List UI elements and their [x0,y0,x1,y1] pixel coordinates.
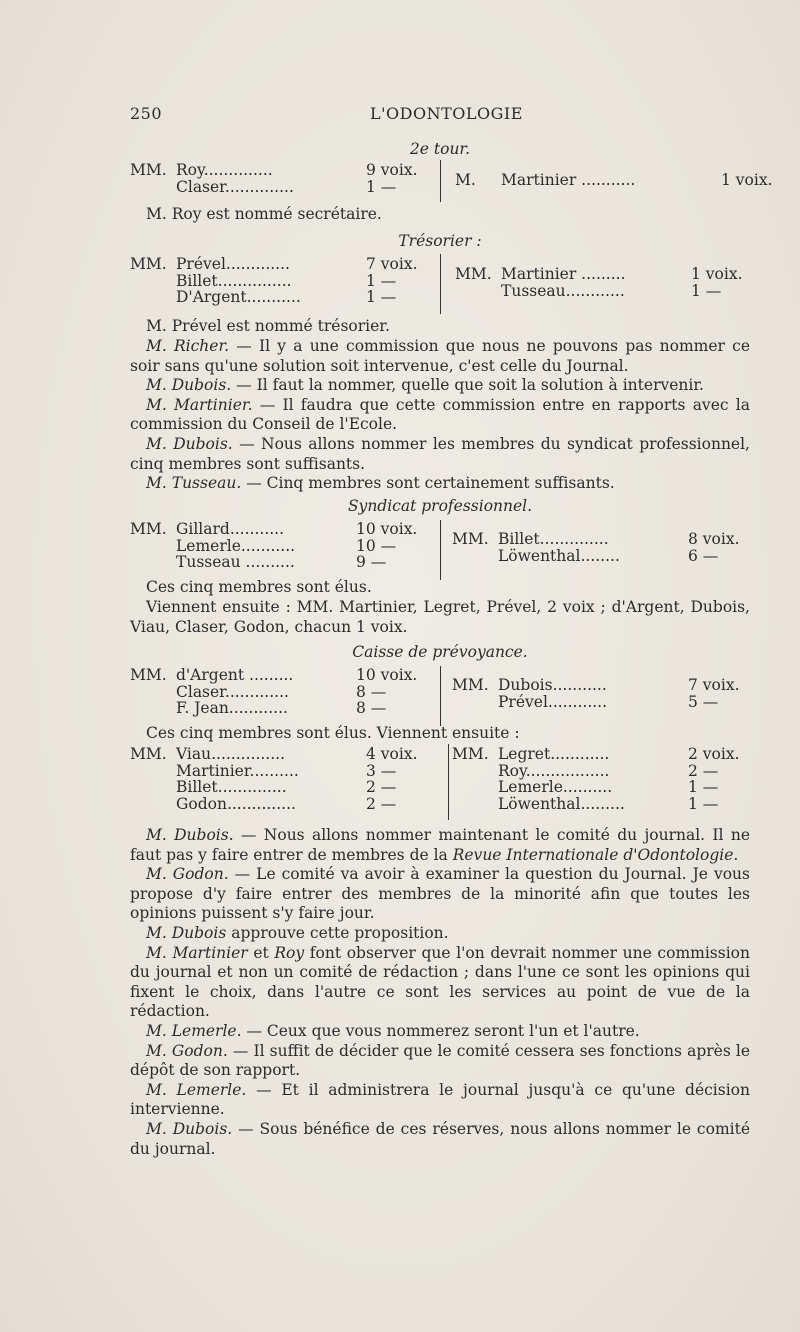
candidate-name: Martinier.......... [176,761,299,780]
speaker-name: M. Dubois. [146,1119,233,1138]
vote-row [130,796,418,813]
italic-text: Roy [274,943,305,962]
vote-row [452,746,740,763]
vote-count: 10 voix. [356,520,418,538]
candidate-name: Martinier ........... [501,171,636,189]
candidate-name: Lemerle........... [176,536,296,555]
vote-count: 5 — [688,692,719,711]
speaker-name: M. Martinier [146,943,248,962]
vote-count: 1 — [688,778,719,796]
vote-row [452,677,740,694]
caisse-next-left [130,746,418,812]
vote-row [130,779,418,796]
caisse-vote-right [452,677,740,710]
vote-row [130,667,417,684]
speech-text: — Le comité va avoir à examiner la question du Journal. Je vous propose d'y faire entrer des membres de la minorité afin que toutes les opinions puissent s'y faire jour. [130,865,750,923]
candidate-name: Claser............. [176,682,289,701]
speech-text: — Il faut la nommer, quelle que soit la solution à intervenir. [231,376,704,395]
discussion-paragraph [130,1120,750,1159]
speech-text-tail: font observer que l'on devrait nommer une commission du journal et non un comité de rédaction ; dans l'une ce sont les opinions qui fixent le choix, dans l'autre ce sont les services au point de vue de la rédaction. [130,943,750,1021]
speech-text: — Il y a une commission que nous ne pouvons pas nommer ce soir sans qu'une solution soit intervenue, c'est celle du Journal. [130,337,751,375]
candidate-name: Roy................. [498,761,610,780]
speaker-name: M. Dubois. [146,434,233,453]
vote-count: 8 voix. [688,530,740,548]
vote-prefix [455,283,501,300]
discussion-paragraph [130,474,750,494]
treasurer-heading: Trésorier : [398,232,482,250]
vote-prefix [130,763,176,780]
candidate-name: Claser.............. [176,177,294,196]
speaker-name: M. Dubois [146,923,227,942]
speech-text: — Il faudra que cette commission entre en rapports avec la commission du Conseil de l'Ecole. [130,395,750,434]
candidate-name: Gillard........... [176,520,285,538]
vote-row [130,554,417,571]
vote-prefix [452,763,498,780]
vote-count: 2 voix. [688,745,740,763]
candidate-name: Godon.............. [176,794,296,813]
vote-prefix [452,548,498,565]
italic-text: Revue Internationale d'Odontologie [452,845,734,864]
vote-prefix: MM. [130,255,167,273]
vote-row [130,162,418,179]
vote-prefix [452,694,498,711]
vote-row [455,266,743,283]
syndicat-result: Ces cinq membres sont élus. [146,578,372,596]
vote-prefix [452,796,498,813]
column-divider [440,520,441,580]
vote-row [130,521,417,538]
speech-text: — Sous bénéfice de ces réserves, nous allons nommer le comité du journal. [130,1119,751,1158]
discussion-paragraph [130,337,750,376]
vote-prefix: MM. [455,265,492,283]
vote-count: 9 — [356,553,387,571]
speech-text: — Nous allons nommer maintenant le comité du journal. Il ne faut pas y faire entrer de membres de la [130,826,750,864]
vote-prefix [130,538,176,555]
vote-row [455,172,773,189]
secretary-vote-left [130,162,418,195]
treasurer-vote-right [455,266,743,299]
vote-count: 10 — [356,536,397,555]
vote-row [130,289,418,306]
discussion-paragraph [130,826,750,865]
vote-count: 1 — [366,288,397,306]
speech-text: et [247,943,275,962]
column-divider [440,254,441,314]
discussion-paragraph [130,1081,750,1120]
candidate-name: d'Argent ......... [176,666,294,684]
vote-row [130,700,417,717]
syndicat-heading: Syndicat professionnel. [347,497,533,515]
syndicat-next: Viennent ensuite : MM. Martinier, Legret, Prével, 2 voix ; d'Argent, Dubois, Viau, Claser, Godon, chacun 1 voix. [130,598,750,636]
vote-row [130,746,418,763]
treasurer-result: M. Prével est nommé trésorier. [146,317,390,335]
vote-count: 1 — [688,794,719,813]
round-heading: 2e tour. [409,140,471,158]
vote-prefix: MM. [130,745,167,763]
discussion-paragraph [130,376,750,396]
speaker-name: M. Martinier. [146,395,253,414]
vote-prefix [130,554,176,571]
speech-text: — Il suffit de décider que le comité cessera ses fonctions après le dépôt de son rapport. [130,1041,751,1080]
vote-count: 7 voix. [688,676,740,694]
vote-count: 6 — [688,546,719,565]
vote-count: 2 — [366,778,397,796]
vote-count: 9 voix. [366,161,418,179]
vote-prefix: MM. [452,530,489,548]
vote-prefix: MM. [452,676,489,694]
candidate-name: Billet.............. [176,778,287,796]
discussion-paragraph [130,435,750,474]
speaker-name: M. Dubois. [146,376,232,395]
vote-row [452,548,740,565]
speaker-name: M. Godon. [146,1041,228,1060]
syndicat-vote-left [130,521,417,571]
speech-text: — Nous allons nommer les membres du syndicat professionnel, cinq membres sont suffisants. [130,434,750,473]
vote-count: 1 voix. [691,265,743,283]
caisse-heading: Caisse de prévoyance. [352,643,528,661]
vote-count: 8 — [356,682,387,701]
vote-row [130,273,418,290]
discussion-block-b [130,826,750,1159]
vote-row [130,256,418,273]
discussion-paragraph [130,944,750,1022]
speaker-name: M. Tusseau. [146,474,242,493]
vote-count: 3 — [366,761,397,780]
candidate-name: Prével............. [176,255,290,273]
candidate-name: Löwenthal......... [498,794,625,813]
page-number: 250 [130,104,163,123]
vote-row [130,684,417,701]
vote-prefix [130,273,176,290]
caisse-result: Ces cinq membres sont élus. Viennent ensuite : [146,724,520,742]
candidate-name: D'Argent........... [176,288,301,306]
vote-count: 1 voix. [721,171,773,189]
column-divider [440,666,441,726]
vote-row [452,531,740,548]
candidate-name: Tusseau .......... [176,553,295,571]
vote-row [452,779,740,796]
candidate-name: Roy.............. [176,161,273,179]
candidate-name: Martinier ......... [501,265,626,283]
vote-count: 2 — [688,761,719,780]
candidate-name: Legret............ [498,745,610,763]
vote-count: 10 voix. [356,666,418,684]
discussion-paragraph [130,865,750,924]
vote-prefix: M. [455,171,476,189]
vote-count: 1 — [691,281,722,300]
vote-prefix: MM. [130,161,167,179]
vote-prefix: MM. [452,745,489,763]
speaker-name: M. Godon. [146,865,229,884]
candidate-name: Dubois........... [498,676,607,694]
vote-row [455,283,743,300]
speaker-name: M. Dubois. [146,826,234,844]
candidate-name: Löwenthal........ [498,546,620,565]
vote-row [452,694,740,711]
vote-prefix: MM. [130,666,167,684]
discussion-paragraph [130,1022,750,1042]
vote-prefix [130,779,176,796]
column-divider [448,744,449,820]
speech-text: — Ceux que vous nommerez seront l'un et l'autre. [241,1021,640,1040]
vote-prefix [130,289,176,306]
speech-text: — Cinq membres sont certainement suffisants. [241,474,615,493]
discussion-paragraph [130,396,750,435]
vote-count: 8 — [356,699,387,717]
vote-prefix [130,684,176,701]
vote-count: 7 voix. [366,255,418,273]
vote-count: 2 — [366,794,397,813]
vote-prefix [130,700,176,717]
candidate-name: Prével............ [498,692,608,711]
discussion-paragraph [130,924,750,944]
running-title: L'ODONTOLOGIE [370,104,523,123]
vote-count: 1 — [366,271,397,290]
vote-prefix [452,779,498,796]
vote-row [452,796,740,813]
candidate-name: Tusseau............ [501,281,625,300]
vote-prefix [130,796,176,813]
caisse-next-right [452,746,740,812]
speech-text-tail: . [733,845,739,864]
candidate-name: Billet.............. [498,530,609,548]
column-divider [440,160,441,202]
speaker-name: M. Lemerle. [146,1021,242,1040]
speech-text: — Et il administrera le journal jusqu'à ce qu'une décision intervienne. [130,1080,750,1119]
vote-count: 4 voix. [366,745,418,763]
candidate-name: Viau............... [176,745,286,763]
vote-row [130,179,418,196]
secretary-vote-right [455,172,773,189]
discussion-paragraph [130,1042,750,1081]
candidate-name: F. Jean............ [176,699,288,717]
vote-row [130,763,418,780]
vote-row [130,538,417,555]
secretary-result: M. Roy est nommé secrétaire. [146,205,382,223]
candidate-name: Billet............... [176,271,292,290]
discussion-block-a [130,337,750,494]
candidate-name: Lemerle.......... [498,778,613,796]
vote-count: 1 — [366,177,397,196]
speaker-name: M. Lemerle. [146,1080,247,1099]
vote-prefix: MM. [130,520,167,538]
caisse-vote-left [130,667,417,717]
vote-prefix [130,179,176,196]
vote-row [452,763,740,780]
speaker-name: M. Richer. [146,337,230,355]
speech-text: approuve cette proposition. [226,923,449,942]
treasurer-vote-left [130,256,418,306]
syndicat-vote-right [452,531,740,564]
